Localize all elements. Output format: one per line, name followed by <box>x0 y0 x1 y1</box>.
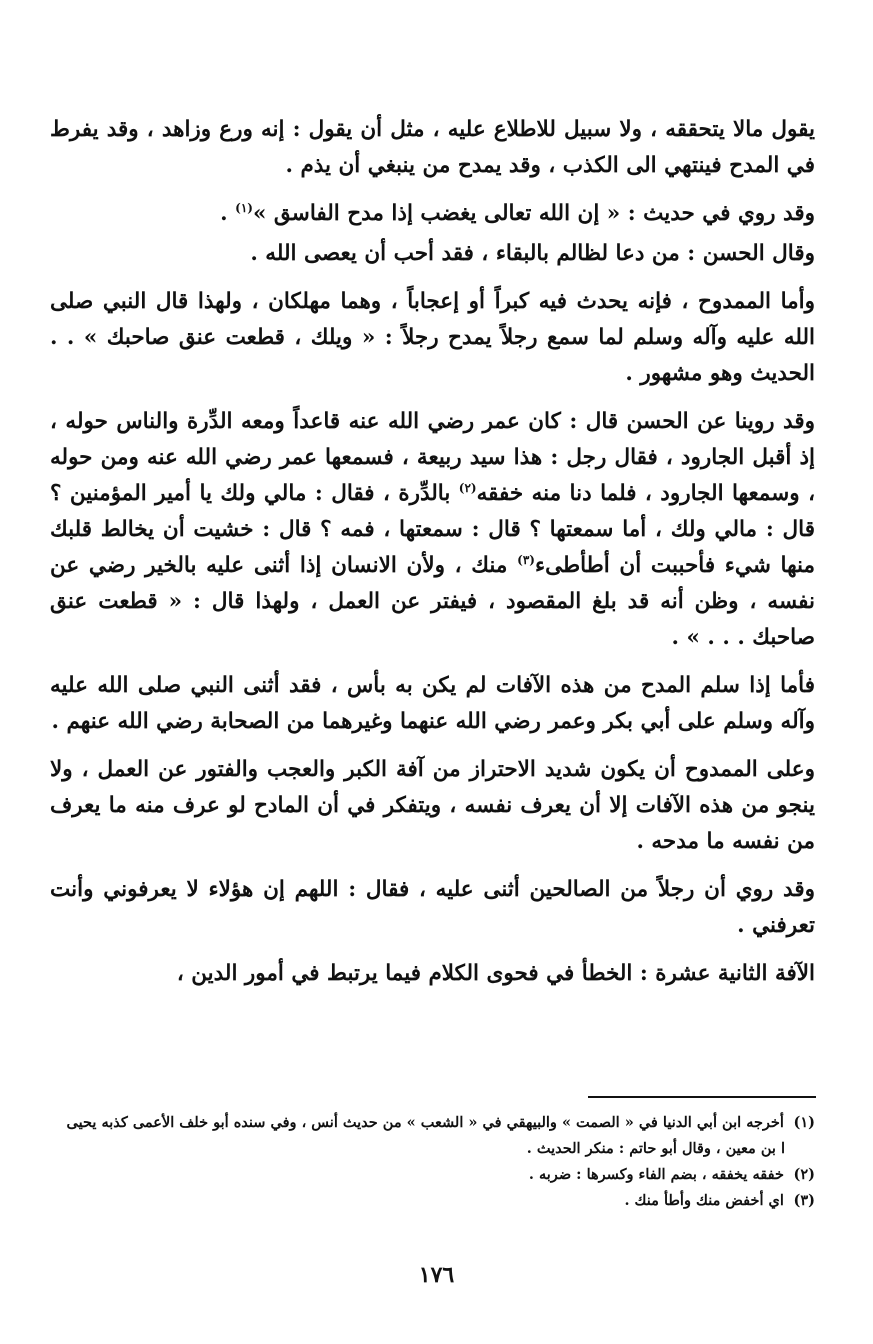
umar-text-b: بالدِّرة ، فقال : مالي ولك يا أمير المؤمنين ؟ قال : مالي ولك ، أما سمعتها ؟ قال : سمعتها ، فمه ؟ قال : خشيت أن يخالط قلبك منها شيء فأحببت أن أطأطىء <box>50 481 815 578</box>
footnote-divider <box>588 1096 816 1098</box>
paragraph-hadith <box>50 196 815 232</box>
footnote-2 <box>50 1162 815 1188</box>
paragraph-ala: وعلى الممدوح أن يكون شديد الاحتراز من آفة الكبر والعجب والفتور عن العمل ، ولا ينجو من هذه الآفات إلا أن يعرف نفسه ، ويتفكر في أن المادح لو عرف منه ما يعرف من نفسه ما مدحه . <box>50 757 815 854</box>
section-heading <box>50 956 815 992</box>
hadith-end: . <box>220 201 236 226</box>
footnote-ref-3: (٣) <box>517 552 535 567</box>
footnote-number: (١) <box>793 1114 815 1131</box>
heading-label: الآفة الثانية عشرة <box>655 961 815 986</box>
footnote-number: (٢) <box>793 1166 815 1183</box>
page-number: ١٧٦ <box>418 1262 455 1288</box>
umar-text-c: منك ، ولأن الانسان إذا أثنى عليه بالخير رضي عن نفسه ، وظن أنه قد بلغ المقصود ، فيفتر عن العمل ، ولهذا قال : « قطعت عنق صاحبك . . . » . <box>50 553 815 650</box>
footnote-text: خفقه يخفقه ، بضم الفاء وكسرها : ضربه . <box>528 1166 784 1183</box>
footnote-3 <box>50 1188 815 1214</box>
heading-text: الخطأ في فحوى الكلام فيما يرتبط في أمور الدين ، <box>176 961 633 986</box>
footnote-text: اي أخفض منك وأطأ منك . <box>624 1192 784 1209</box>
hadith-text: وقد روي في حديث : « إن الله تعالى يغضب إذا مدح الفاسق » <box>252 201 815 226</box>
footnote-1-continuation: ا بن معين ، وقال أبو حاتم : منكر الحديث . <box>526 1140 785 1157</box>
paragraph-umar <box>50 404 815 656</box>
footnote-text: أخرجه ابن أبي الدنيا في « الصمت » والبيهقي في « الشعب » من حديث أنس ، وفي سنده أبو خلف الأعمى كذبه يحيى <box>66 1114 784 1131</box>
footnote-number: (٣) <box>793 1192 815 1209</box>
paragraph-rajul: وقد روي أن رجلاً من الصالحين أثنى عليه ، فقال : اللهم إن هؤلاء لا يعرفوني وأنت تعرفني . <box>50 877 815 938</box>
paragraph-opening: يقول مالا يتحققه ، ولا سبيل للاطلاع عليه ، مثل أن يقول : إنه ورع وزاهد ، وقد يفرط في المدح فينتهي الى الكذب ، وقد يمدح من ينبغي أن يذم . <box>50 117 815 178</box>
paragraph-mamduh: وأما الممدوح ، فإنه يحدث فيه كبراً أو إعجاباً ، وهما مهلكان ، ولهذا قال النبي صلى الله عليه وآله وسلم لما سمع رجلاً يمدح رجلاً : « ويلك ، قطعت عنق صاحبك » . . الحديث وهو مشهور . <box>50 289 815 386</box>
footnotes <box>50 1110 815 1214</box>
footnote-ref-2: (٢) <box>458 480 477 495</box>
paragraph-salim: فأما إذا سلم المدح من هذه الآفات لم يكن به بأس ، فقد أثنى النبي صلى الله عليه وآله وسلم على أبي بكر وعمر رضي الله عنهما وغيرهما من الصحابة رضي الله عنهم . <box>50 673 815 734</box>
paragraph-hasan: وقال الحسن : من دعا لظالم بالبقاء ، فقد أحب أن يعصى الله . <box>250 241 815 266</box>
footnote-1 <box>50 1110 815 1136</box>
main-text <box>50 112 815 992</box>
heading-separator: : <box>632 961 656 986</box>
umar-text-a: وقد روينا عن الحسن قال : كان عمر رضي الله عنه قاعداً ومعه الدِّرة والناس حوله ، إذ أقبل الجارود ، فقال رجل : هذا سيد ربيعة ، فسمعها عمر رضي الله عنه ومن حوله ، وسمعها الجارود ، فلما دنا منه خفقه <box>50 409 816 506</box>
footnote-ref-1: (١) <box>235 200 253 215</box>
